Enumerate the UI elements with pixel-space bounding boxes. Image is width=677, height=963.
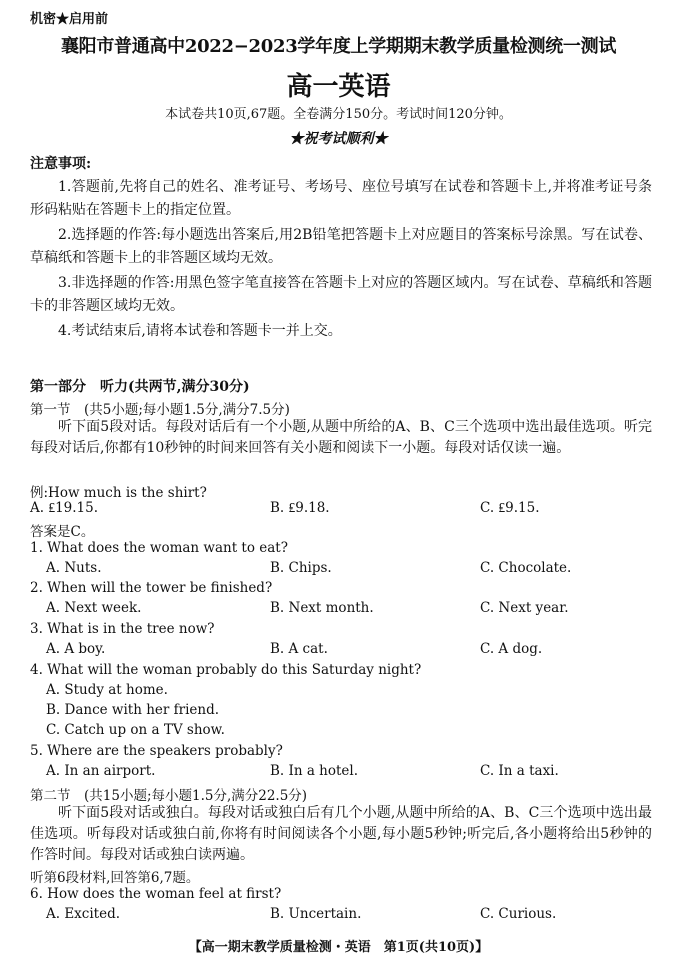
q4-option-b[interactable]: B. Dance with her friend.	[46, 702, 220, 718]
q3-option-c[interactable]: C. A dog.	[480, 641, 543, 657]
question-1: 1. What does the woman want to eat?	[30, 540, 288, 556]
question-2: 2. When will the tower be finished?	[30, 580, 273, 596]
q1-option-a[interactable]: A. Nuts.	[46, 560, 102, 576]
secret-label: 机密★启用前	[30, 12, 109, 27]
q3-option-a[interactable]: A. A boy.	[46, 641, 106, 657]
section1-instructions: 听下面5段对话。每段对话后有一个小题,从题中所给的A、B、C三个选项中选出最佳选项。听完每段对话后,你都有10秒钟的时间来回答有关小题和阅读下一小题。每段对话仅读一遍。	[30, 419, 652, 456]
example-option-c: C. ₤9.15.	[480, 500, 540, 516]
note-item: 4.考试结束后,请将本试卷和答题卡一并上交。	[58, 323, 342, 339]
q6-option-c[interactable]: C. Curious.	[480, 906, 557, 922]
q1-option-c[interactable]: C. Chocolate.	[480, 560, 572, 576]
q6-option-b[interactable]: B. Uncertain.	[270, 906, 362, 922]
material-note: 听第6段材料,回答第6,7题。	[30, 870, 200, 886]
question-4: 4. What will the woman probably do this Saturday night?	[30, 662, 422, 678]
question-6: 6. How does the woman feel at first?	[30, 886, 282, 902]
q2-option-b[interactable]: B. Next month.	[270, 600, 374, 616]
exam-info: 本试卷共10页,67题。全卷满分150分。考试时间120分钟。	[165, 107, 512, 122]
q2-option-a[interactable]: A. Next week.	[46, 600, 142, 616]
example-option-b: B. ₤9.18.	[270, 500, 330, 516]
note-item: 2.选择题的作答:每小题选出答案后,用2B铅笔把答题卡上对应题目的答案标号涂黑。写在试卷、草稿纸和答题卡上的非答题区域均无效。	[30, 227, 652, 266]
q3-option-b[interactable]: B. A cat.	[270, 641, 328, 657]
example-question: 例:How much is the shirt?	[30, 485, 207, 501]
q4-option-c[interactable]: C. Catch up on a TV show.	[46, 722, 225, 738]
q5-option-a[interactable]: A. In an airport.	[46, 763, 156, 779]
q6-option-a[interactable]: A. Excited.	[46, 906, 121, 922]
example-option-a: A. ₤19.15.	[30, 500, 99, 516]
note-item: 1.答题前,先将自己的姓名、准考证号、考场号、座位号填写在试卷和答题卡上,并将准考证号条形码粘贴在答题卡上的指定位置。	[30, 179, 652, 218]
q5-option-c[interactable]: C. In a taxi.	[480, 763, 559, 779]
q1-option-b[interactable]: B. Chips.	[270, 560, 332, 576]
page-footer: 【高一期末教学质量检测・英语 第1页(共10页)】	[188, 940, 489, 955]
section2-heading: 第二节 (共15小题;每小题1.5分,满分22.5分)	[30, 788, 308, 804]
example-answer: 答案是C。	[30, 524, 95, 540]
q2-option-c[interactable]: C. Next year.	[480, 600, 569, 616]
exam-title: 襄阳市普通高中2022−2023学年度上学期期末教学质量检测统一测试	[60, 36, 617, 57]
section2-instructions: 听下面5段对话或独白。每段对话或独白后有几个小题,从题中所给的A、B、C三个选项中选出最佳选项。听每段对话或独白前,你将有时间阅读各个小题,每小题5秒钟;听完后,各小题将给出5秒钟的作答时间。每段对话或独白读两遍。	[30, 805, 652, 863]
notes-heading: 注意事项:	[30, 156, 92, 172]
part1-heading: 第一部分 听力(共两节,满分30分)	[30, 379, 250, 395]
wish-text: ★祝考试顺利★	[289, 131, 388, 147]
q4-option-a[interactable]: A. Study at home.	[46, 682, 168, 698]
subject-title: 高一英语	[286, 72, 391, 102]
section1-heading: 第一节 (共5小题;每小题1.5分,满分7.5分)	[30, 402, 290, 418]
question-3: 3. What is in the tree now?	[30, 621, 215, 637]
note-item: 3.非选择题的作答:用黑色签字笔直接答在答题卡上对应的答题区域内。写在试卷、草稿纸和答题卡的非答题区域均无效。	[30, 275, 652, 314]
q5-option-b[interactable]: B. In a hotel.	[270, 763, 359, 779]
question-5: 5. Where are the speakers probably?	[30, 743, 283, 759]
